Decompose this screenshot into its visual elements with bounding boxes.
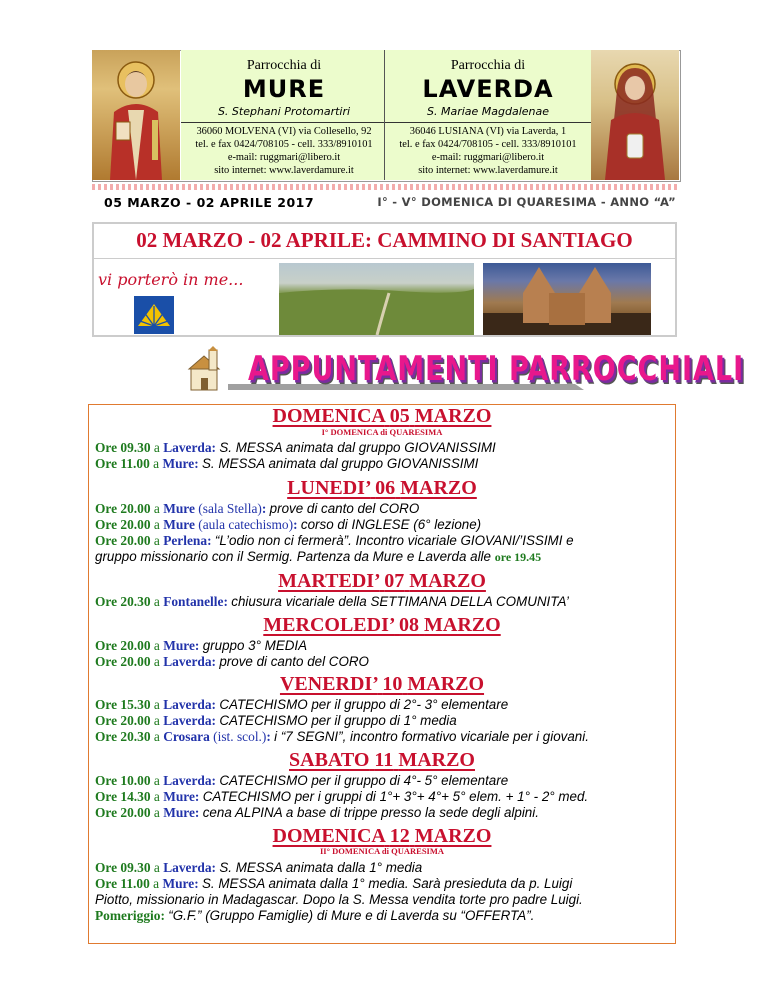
day-number: 11: [374, 749, 394, 771]
event-time: Ore 11.00: [95, 876, 150, 891]
event-preposition: a: [149, 456, 163, 471]
day-heading: [88, 405, 676, 428]
saint-mary-magdalene-icon: [591, 50, 679, 180]
event-preposition: a: [150, 533, 164, 548]
santiago-title: 02 MARZO - 02 APRILE: CAMMINO DI SANTIAGO: [136, 228, 633, 252]
event-preposition: a: [150, 594, 164, 609]
event-line: [95, 549, 675, 565]
day-label: LUNEDI’: [287, 477, 371, 499]
event-line: Ore 20.00 a Mure: cena ALPINA a base di trippe presso la sede degli alpini.: [95, 805, 539, 820]
event-line: Ore 20.00 a Perlena: “L’odio non ci fermerà”. Incontro vicariale GIOVANI/’ISSIMI e: [95, 533, 574, 548]
event-location: Laverda: [163, 860, 212, 875]
event-location: Perlena: [163, 533, 208, 548]
event-line: Ore 20.00 a Mure (aula catechismo): corso di INGLESE (6° lezione): [95, 517, 482, 532]
event-time: Ore 20.00: [95, 533, 151, 548]
event-line: Ore 14.30 a Mure: CATECHISMO per i gruppi di 1°+ 3°+ 4°+ 5° elem. + 1° - 2° med.: [95, 789, 589, 804]
day-heading: [88, 749, 676, 772]
event-line: Ore 09.30 a Laverda: S. MESSA animata dal gruppo GIOVANISSIMI: [95, 440, 496, 455]
event-location: Laverda: [163, 697, 212, 712]
event-time: Ore 20.00: [95, 713, 151, 728]
event-time: Ore 15.30: [95, 697, 151, 712]
event-preposition: a: [150, 789, 164, 804]
parish-name: MURE: [242, 75, 326, 103]
event-time: Ore 20.30: [95, 729, 151, 744]
bulletin-dates: 05 MARZO - 02 APRILE 2017: [104, 195, 315, 210]
day-month: MARZO: [414, 405, 492, 427]
event-description: CATECHISMO per il gruppo di 1° media: [219, 713, 457, 728]
event-preposition: a: [150, 713, 164, 728]
day-label: MARTEDI’: [278, 570, 380, 592]
event-line: Ore 09.30 a Laverda: S. MESSA animata dalla 1° media: [95, 860, 423, 875]
event-preposition: a: [150, 729, 164, 744]
day-month: MARZO: [414, 825, 492, 847]
day-number: 08: [399, 614, 420, 636]
event-location: Mure: [163, 501, 195, 516]
event-description: gruppo missionario con il Sermig. Partenza da Mure e Laverda alle: [95, 549, 495, 564]
event-location: Mure: [162, 876, 195, 891]
liturgical-subtitle: II° DOMENICA di QUARESIMA: [319, 846, 445, 856]
day-heading: [88, 673, 676, 696]
event-preposition: a: [150, 440, 164, 455]
event-room: (sala Stella): [194, 501, 262, 516]
parish-prefix: Parrocchia di: [246, 58, 322, 73]
santiago-subtitle: vi porterò in me...: [98, 270, 244, 289]
camino-landscape-photo: [279, 263, 474, 335]
event-description: prove di canto del CORO: [219, 654, 369, 669]
event-time: Ore 10.00: [95, 773, 151, 788]
event-line: Ore 20.00 a Mure: gruppo 3° MEDIA: [95, 638, 308, 653]
santiago-cathedral-photo: [483, 263, 651, 335]
parish-phone: tel. e fax 0424/708105 - cell. 333/8910101: [399, 139, 577, 150]
day-label: DOMENICA: [272, 825, 385, 847]
event-location: Mure: [163, 789, 195, 804]
parish-site[interactable]: sito internet: www.laverdamure.it: [214, 165, 354, 176]
day-heading: [88, 614, 676, 637]
event-preposition: a: [150, 638, 164, 653]
event-time: Ore 20.00: [95, 501, 151, 516]
header-band: [92, 184, 679, 190]
day-heading: [88, 570, 676, 593]
liturgical-period: I° - V° DOMENICA DI QUARESIMA - ANNO “A”: [377, 195, 676, 209]
event-preposition: a: [150, 805, 164, 820]
appointments-banner: APPUNTAMENTI PARROCCHIALI: [248, 350, 745, 389]
event-location: Mure: [163, 517, 195, 532]
event-preposition: a: [150, 501, 164, 516]
day-month: MARZO: [407, 673, 485, 695]
parish-email[interactable]: e-mail: ruggmari@libero.it: [431, 152, 545, 163]
event-description: i “7 SEGNI”, incontro formativo vicariale per i giovani.: [274, 729, 589, 744]
event-description: CATECHISMO per il gruppo di 4°- 5° elementare: [219, 773, 509, 788]
day-number: 06: [375, 477, 396, 499]
parish-laverda-panel: [385, 50, 591, 180]
scallop-shell-icon: [134, 296, 174, 334]
event-time: Ore 09.30: [95, 860, 151, 875]
event-location: Laverda: [163, 440, 212, 455]
event-location: Mure: [163, 805, 195, 820]
event-location: Fontanelle: [163, 594, 224, 609]
event-time: Ore 14.30: [95, 789, 151, 804]
day-heading: [88, 477, 676, 500]
parish-contacts: [385, 125, 591, 177]
day-label: DOMENICA: [272, 405, 385, 427]
event-description: cena ALPINA a base di trippe presso la sede degli alpini.: [202, 805, 539, 820]
event-time: Pomeriggio:: [95, 908, 165, 923]
event-preposition: a: [150, 517, 164, 532]
parish-email[interactable]: e-mail: ruggmari@libero.it: [227, 152, 341, 163]
event-description: S. MESSA animata dal gruppo GIOVANISSIMI: [202, 456, 479, 471]
parish-saint: S. Stephani Protomartiri: [217, 105, 351, 118]
event-location: Laverda: [163, 713, 212, 728]
day-number: 07: [384, 570, 405, 592]
event-time: Ore 09.30: [95, 440, 151, 455]
parish-address: 36060 MOLVENA (VI) via Collesello, 92: [196, 126, 372, 137]
event-preposition: a: [150, 654, 164, 669]
event-line: Ore 11.00 a Mure: S. MESSA animata dal gruppo GIOVANISSIMI: [95, 456, 479, 471]
event-description: CATECHISMO per il gruppo di 2°- 3° elementare: [219, 697, 509, 712]
day-month: MARZO: [400, 477, 477, 499]
day-number: 05: [389, 405, 410, 427]
parish-contacts: [181, 125, 387, 177]
event-description: prove di canto del CORO: [269, 501, 420, 516]
event-line: [95, 892, 675, 908]
day-month: MARZO: [409, 570, 486, 592]
santiago-divider: [92, 258, 677, 259]
event-preposition: a: [150, 773, 164, 788]
event-preposition: a: [150, 860, 164, 875]
event-description: “G.F.” (Gruppo Famiglie) di Mure e di Laverda su “OFFERTA”.: [168, 908, 535, 923]
event-location: Laverda: [163, 654, 212, 669]
parish-separator: [385, 122, 591, 123]
event-line: Ore 10.00 a Laverda: CATECHISMO per il gruppo di 4°- 5° elementare: [95, 773, 509, 788]
event-location: Mure: [163, 638, 195, 653]
event-preposition: a: [150, 697, 164, 712]
event-time: Ore 20.00: [95, 638, 151, 653]
day-number: 12: [389, 825, 410, 847]
parish-prefix: Parrocchia di: [450, 58, 526, 73]
event-time: Ore 20.30: [95, 594, 151, 609]
event-description: S. MESSA animata dalla 1° media. Sarà presieduta da p. Luigi: [202, 876, 573, 891]
event-location: Mure: [162, 456, 195, 471]
event-line: Ore 20.00 a Laverda: prove di canto del CORO: [95, 654, 369, 669]
event-time: Ore 11.00: [95, 456, 150, 471]
event-description: S. MESSA animata dalla 1° media: [219, 860, 423, 875]
event-time: Ore 20.00: [95, 517, 151, 532]
parish-site[interactable]: sito internet: www.laverdamure.it: [418, 165, 558, 176]
parish-saint: S. Mariae Magdalenae: [426, 105, 550, 118]
event-line: Ore 11.00 a Mure: S. MESSA animata dalla 1° media. Sarà presieduta da p. Luigi: [95, 876, 573, 891]
event-line: [95, 908, 675, 924]
event-line: Ore 15.30 a Laverda: CATECHISMO per il gruppo di 2°- 3° elementare: [95, 697, 509, 712]
event-description: S. MESSA animata dal gruppo GIOVANISSIMI: [219, 440, 496, 455]
parish-separator: [181, 122, 387, 123]
event-room: (ist. scol.): [209, 729, 267, 744]
day-month: MARZO: [398, 749, 475, 771]
parish-name: LAVERDA: [422, 75, 554, 103]
event-room: (aula catechismo): [194, 517, 294, 532]
parish-address: 36046 LUSIANA (VI) via Laverda, 1: [409, 126, 567, 137]
event-description: Piotto, missionario in Madagascar. Dopo la S. Messa vendita torte pro padre Luigi.: [95, 892, 583, 907]
event-description: chiusura vicariale della SETTIMANA DELLA COMUNITA’: [231, 594, 569, 609]
liturgical-subtitle: I° DOMENICA di QUARESIMA: [321, 427, 443, 437]
event-time: Ore 20.00: [95, 805, 151, 820]
event-description: CATECHISMO per i gruppi di 1°+ 3°+ 4°+ 5° elem. + 1° - 2° med.: [202, 789, 589, 804]
day-label: SABATO: [289, 749, 370, 771]
event-description: corso di INGLESE (6° lezione): [300, 517, 482, 532]
event-location: Crosara: [163, 729, 210, 744]
day-month: MARZO: [424, 614, 501, 636]
event-line: Ore 20.00 a Mure (sala Stella): prove di canto del CORO: [95, 501, 420, 516]
event-location: Laverda: [163, 773, 212, 788]
event-line: Ore 20.00 a Laverda: CATECHISMO per il gruppo di 1° media: [95, 713, 457, 728]
parish-mure-panel: [181, 50, 387, 180]
event-description: gruppo 3° MEDIA: [202, 638, 308, 653]
event-line: Ore 20.30 a Crosara (ist. scol.): i “7 SEGNI”, incontro formativo vicariale per i giovani.: [95, 729, 589, 744]
saint-stephen-icon: [92, 50, 180, 180]
day-label: VENERDI’: [279, 673, 378, 695]
parish-phone: tel. e fax 0424/708105 - cell. 333/8910101: [195, 139, 373, 150]
event-time: Ore 20.00: [95, 654, 151, 669]
event-time: ore 19.45: [494, 550, 542, 564]
event-description: “L’odio non ci fermerà”. Incontro vicariale GIOVANI/’ISSIMI e: [214, 533, 574, 548]
event-line: Ore 20.30 a Fontanelle: chiusura vicariale della SETTIMANA DELLA COMUNITA’: [95, 594, 569, 609]
event-preposition: a: [149, 876, 163, 891]
day-label: MERCOLEDI’: [263, 614, 395, 636]
day-heading: [88, 825, 676, 848]
day-number: 10: [382, 673, 403, 695]
